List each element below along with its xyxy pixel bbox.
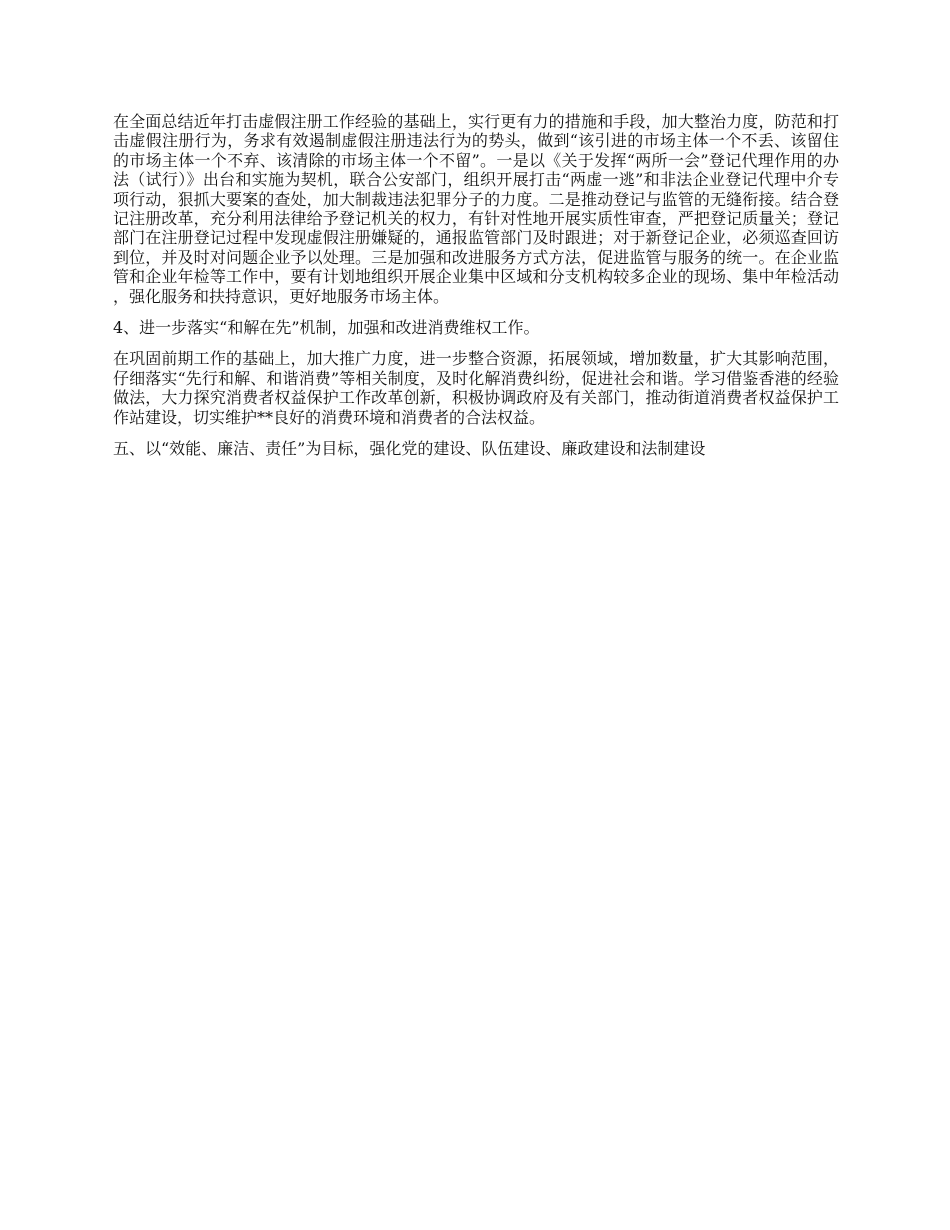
paragraph-consumer-rights: 在巩固前期工作的基础上，加大推广力度，进一步整合资源，拓展领域，增加数量，扩大其影响范围，仔细落实“先行和解、和谐消费”等相关制度，及时化解消费纠纷，促进社会和谐。学习借鉴香港的经验做法，大力探究消费者权益保护工作改革创新，积极协调政府及有关部门，推动街道消费者权益保护工作站建设，切实维护**良好的消费环境和消费者的合法权益。 — [113, 349, 839, 427]
section-heading-party-building: 五、以“效能、廉洁、责任”为目标，强化党的建设、队伍建设、廉政建设和法制建设 — [113, 439, 706, 459]
document-body — [113, 112, 839, 471]
section-heading-consumer-rights: 4、进一步落实“和解在先”机制，加强和改进消费维权工作。 — [113, 318, 540, 338]
paragraph-registration-supervision: 在全面总结近年打击虚假注册工作经验的基础上，实行更有力的措施和手段，加大整治力度，防范和打击虚假注册行为，务求有效遏制虚假注册违法行为的势头，做到“该引进的市场主体一个不丢、该留住的市场主体一个不弃、该清除的市场主体一个不留”。一是以《关于发挥“两所一会”登记代理作用的办法（试行）》出台和实施为契机，联合公安部门，组织开展打击“两虚一逃”和非法企业登记代理中介专项行动，狠抓大要案的查处，加大制裁违法犯罪分子的力度。二是推动登记与监管的无缝衔接。结合登记注册改革，充分利用法律给予登记机关的权力，有针对性地开展实质性审查，严把登记质量关；登记部门在注册登记过程中发现虚假注册嫌疑的，通报监管部门及时跟进；对于新登记企业，必须巡查回访到位，并及时对问题企业予以处理。三是加强和改进服务方式方法，促进监管与服务的统一。在企业监管和企业年检等工作中，要有计划地组织开展企业集中区域和分支机构较多企业的现场、集中年检活动，强化服务和扶持意识，更好地服务市场主体。 — [113, 112, 839, 306]
